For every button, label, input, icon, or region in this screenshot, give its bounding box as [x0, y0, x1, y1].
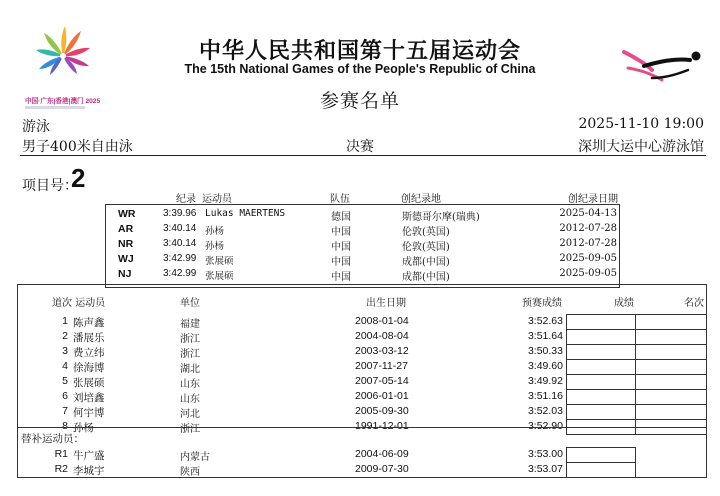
rank-cell: [634, 344, 707, 360]
records-header-athlete: 运动员: [202, 194, 232, 205]
record-code: NR: [118, 238, 134, 250]
header-result: 成绩: [614, 298, 634, 309]
rank-cell: [634, 374, 707, 390]
athlete-dob: 2007-05-14: [355, 375, 409, 387]
athlete-team: 陕西: [180, 467, 200, 478]
record-date: 2025-09-05: [559, 268, 617, 279]
rank-cell: [634, 329, 707, 345]
records-header-team: 队伍: [330, 194, 350, 205]
start-list-table: [17, 284, 707, 478]
athlete-row: [18, 404, 706, 419]
seed-time: 3:52.63: [527, 315, 563, 327]
athlete-dob: 2009-07-30: [355, 463, 409, 475]
record-time: 3:42.99: [163, 268, 197, 279]
athlete-dob: 2003-03-12: [355, 345, 409, 357]
seed-time: 3:51.64: [527, 330, 563, 342]
seed-time: 3:49.92: [527, 375, 563, 387]
rank-cell: [634, 404, 707, 420]
athlete-team: 福建: [180, 319, 200, 330]
record-code: AR: [118, 223, 134, 235]
event-datetime: 2025-11-10 19:00: [578, 116, 704, 132]
sport-name: 游泳: [22, 119, 50, 135]
record-row: [106, 267, 619, 282]
athlete-row: [18, 374, 706, 389]
athlete-team: 河北: [180, 409, 200, 420]
venue-name: 深圳大运中心游泳馆: [578, 139, 704, 155]
seed-time: 3:53.07: [527, 463, 563, 475]
header-lane-athlete: 道次 运动员: [52, 298, 106, 309]
header-rank: 名次: [684, 298, 704, 309]
athlete-name: 徐海博: [73, 362, 105, 374]
item-number: 2: [71, 163, 86, 193]
seed-time: 3:52.03: [527, 405, 563, 417]
records-header: [105, 190, 620, 204]
athlete-dob: 2005-09-30: [355, 405, 409, 417]
header-divider: [20, 155, 706, 156]
event-name: 男子400米自由泳: [22, 139, 133, 155]
athlete-dob: 2004-06-09: [355, 448, 409, 460]
result-cell: [566, 447, 636, 463]
athlete-dob: 2008-01-04: [355, 315, 409, 327]
seed-time: 3:51.16: [527, 390, 563, 402]
reserves-label: 替补运动员：: [21, 433, 84, 445]
record-place: 成都(中国): [402, 272, 450, 283]
svg-text:中国·广东|香港|澳门 2025: 中国·广东|香港|澳门 2025: [25, 98, 101, 105]
athlete-team: 浙江: [180, 424, 200, 435]
header-seed-time: 预赛成绩: [522, 298, 562, 309]
records-header-place: 创纪录地: [401, 194, 441, 205]
athlete-row: [18, 314, 706, 329]
record-date: 2012-07-28: [559, 223, 617, 234]
athlete-name: 牛广盛: [73, 450, 105, 462]
result-cell: [566, 314, 636, 330]
record-time: 3:40.14: [163, 223, 197, 234]
result-cell: [566, 359, 636, 375]
record-place: 伦敦(英国): [402, 227, 450, 238]
athlete-name: 陈声鑫: [73, 317, 105, 329]
reserve-number: R1: [54, 448, 68, 460]
item-number-label: 项目号：: [22, 178, 78, 194]
event-phase: 决赛: [346, 139, 374, 155]
reserve-row: [18, 462, 706, 477]
records-header-time: 纪录: [176, 194, 196, 205]
record-team: 中国: [331, 242, 351, 253]
athlete-team: 浙江: [180, 334, 200, 345]
record-place: 伦敦(英国): [402, 242, 450, 253]
record-team: 中国: [331, 272, 351, 283]
athlete-dob: 2004-08-04: [355, 330, 409, 342]
header-dob: 出生日期: [366, 298, 406, 309]
games-title-cn: 中华人民共和国第十五届运动会: [198, 38, 521, 63]
header-team: 单位: [180, 298, 200, 309]
record-time: 3:40.14: [163, 238, 197, 249]
record-athlete: 张展硕: [205, 271, 234, 282]
athlete-dob: 2007-11-27: [355, 360, 408, 372]
athlete-row: [18, 359, 706, 374]
lane-number: 1: [62, 315, 68, 327]
athlete-name: 刘培鑫: [73, 392, 105, 404]
record-athlete: 孙杨: [205, 226, 225, 237]
records-table: [105, 190, 620, 288]
record-team: 中国: [331, 227, 351, 238]
document-title: 参赛名单: [319, 90, 400, 112]
rank-cell: [634, 389, 707, 405]
athlete-team: 内蒙古: [180, 452, 210, 463]
lane-number: 7: [62, 405, 68, 417]
records-body: [105, 204, 620, 288]
lane-number: 4: [62, 360, 68, 372]
athlete-team: 湖北: [180, 364, 200, 375]
record-time: 3:39.96: [163, 208, 197, 219]
seed-time: 3:53.00: [527, 448, 563, 460]
lane-number: 3: [62, 345, 68, 357]
athlete-name: 何宇博: [73, 407, 105, 419]
record-athlete: 孙杨: [205, 241, 225, 252]
record-row: [106, 207, 619, 222]
rank-cell: [634, 314, 707, 330]
result-cell: [566, 462, 636, 478]
record-code: NJ: [118, 268, 132, 280]
record-code: WJ: [118, 253, 134, 265]
lane-number: 6: [62, 390, 68, 402]
reserve-number: R2: [54, 463, 68, 475]
records-header-date: 创纪录日期: [568, 194, 618, 205]
athlete-row: [18, 344, 706, 359]
lane-number: 2: [62, 330, 68, 342]
result-cell: [566, 389, 636, 405]
record-athlete: 张展硕: [205, 256, 234, 267]
record-place: 斯德哥尔摩(瑞典): [402, 212, 480, 223]
reserve-row: [18, 447, 706, 462]
athlete-dob: 2006-01-01: [355, 390, 409, 402]
athlete-dob: 1991-12-01: [355, 420, 409, 432]
record-team: 中国: [331, 257, 351, 268]
record-time: 3:42.99: [163, 253, 197, 264]
lane-number: 8: [62, 420, 68, 432]
rank-cell: [634, 359, 707, 375]
seed-time: 3:50.33: [527, 345, 563, 357]
record-athlete: Lukas MAERTENS: [205, 208, 286, 219]
record-team: 德国: [331, 212, 351, 223]
athlete-row: [18, 389, 706, 404]
seed-time: 3:52.90: [527, 420, 563, 432]
result-cell: [566, 344, 636, 360]
athlete-team: 浙江: [180, 349, 200, 360]
athlete-team: 山东: [180, 379, 200, 390]
reserves-divider: [18, 427, 706, 428]
record-row: [106, 222, 619, 237]
athlete-name: 李城宇: [73, 465, 105, 477]
seed-time: 3:49.60: [527, 360, 563, 372]
athlete-name: 费立纬: [73, 347, 105, 359]
record-date: 2025-04-13: [559, 208, 617, 219]
athlete-name: 潘展乐: [73, 332, 105, 344]
record-place: 成都(中国): [402, 257, 450, 268]
athlete-team: 山东: [180, 394, 200, 405]
athlete-name: 孙杨: [73, 422, 94, 434]
record-code: WR: [118, 208, 136, 220]
lane-number: 5: [62, 375, 68, 387]
record-row: [106, 237, 619, 252]
athlete-name: 张展硕: [73, 377, 105, 389]
result-cell: [566, 329, 636, 345]
result-cell: [566, 374, 636, 390]
athlete-row: [18, 329, 706, 344]
record-row: [106, 252, 619, 267]
record-date: 2012-07-28: [559, 238, 617, 249]
record-date: 2025-09-05: [559, 253, 617, 264]
result-cell: [566, 404, 636, 420]
games-title-en: The 15th National Games of the People's Republic of China: [184, 62, 536, 76]
